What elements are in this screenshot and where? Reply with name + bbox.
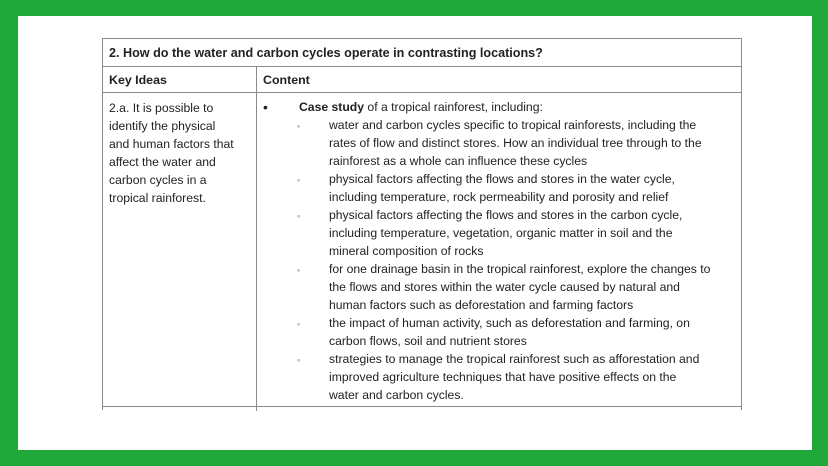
sub-item-line: rainforest as a whole can influence these cycles — [329, 154, 588, 168]
sub-item-line: the impact of human activity, such as deforestation and farming, on — [329, 316, 690, 330]
sub-item-line: for one drainage basin in the tropical rainforest, explore the changes to — [329, 262, 711, 276]
table-header-row — [103, 67, 741, 93]
sub-item-line: water and carbon cycles specific to tropical rainforests, including the — [329, 118, 697, 132]
sub-item-line: including temperature, rock permeability and porosity and relief — [329, 190, 669, 204]
key-idea-line: identify the physical — [109, 119, 216, 133]
list-item — [257, 260, 741, 314]
circle-bullet-icon: ◦ — [297, 265, 301, 275]
key-idea-cell — [103, 93, 257, 411]
key-idea-line: 2.a. It is possible to — [109, 101, 214, 115]
sub-item-list — [257, 116, 741, 404]
sub-item-line: the flows and stores within the water cycle caused by natural and — [329, 280, 680, 294]
list-item — [257, 206, 741, 260]
sub-item-text — [329, 116, 739, 170]
sub-item-text — [329, 260, 739, 314]
circle-bullet-icon: ◦ — [297, 121, 301, 131]
circle-bullet-icon: ◦ — [297, 319, 301, 329]
sub-item-line: human factors such as deforestation and farming factors — [329, 298, 634, 312]
sub-item-line: carbon flows, soil and nutrient stores — [329, 334, 527, 348]
sub-item-line: physical factors affecting the flows and stores in the water cycle, — [329, 172, 675, 186]
sub-item-text — [329, 206, 739, 260]
list-item — [257, 116, 741, 170]
key-idea-line: tropical rainforest. — [109, 191, 206, 205]
sub-item-line: rates of flow and distinct stores. How an individual tree through to the — [329, 136, 702, 150]
list-item — [257, 350, 741, 404]
sub-item-line: including temperature, vegetation, organic matter in soil and the — [329, 226, 673, 240]
curriculum-table — [102, 38, 742, 410]
sub-item-line: strategies to manage the tropical rainforest such as afforestation and — [329, 352, 700, 366]
sub-item-line: water and carbon cycles. — [329, 388, 464, 402]
list-item — [257, 170, 741, 206]
sub-item-line: mineral composition of rocks — [329, 244, 484, 258]
sub-item-line: improved agriculture techniques that have positive effects on the — [329, 370, 677, 384]
header-key-ideas: Key Ideas — [103, 67, 257, 92]
sub-item-text — [329, 314, 739, 350]
table-body-row — [103, 93, 741, 411]
circle-bullet-icon: ◦ — [297, 355, 301, 365]
sub-item-text — [329, 170, 739, 206]
table-title: 2. How do the water and carbon cycles operate in contrasting locations? — [103, 39, 741, 67]
bullet-rest: of a tropical rainforest, including: — [364, 100, 543, 114]
bullet-text — [299, 98, 543, 116]
main-bullet — [257, 98, 741, 116]
slide — [18, 16, 812, 450]
circle-bullet-icon: ◦ — [297, 175, 301, 185]
key-idea-line: affect the water and — [109, 155, 216, 169]
case-study-label: Case study — [299, 100, 365, 114]
circle-bullet-icon: ◦ — [297, 211, 301, 221]
key-idea-line: and human factors that — [109, 137, 234, 151]
table-bottom-border — [102, 406, 742, 407]
sub-item-text — [329, 350, 739, 404]
header-content: Content — [263, 72, 310, 87]
list-item — [257, 314, 741, 350]
bullet-icon: • — [263, 99, 268, 115]
content-cell — [257, 93, 741, 411]
key-idea-line: carbon cycles in a — [109, 173, 207, 187]
sub-item-line: physical factors affecting the flows and stores in the carbon cycle, — [329, 208, 683, 222]
